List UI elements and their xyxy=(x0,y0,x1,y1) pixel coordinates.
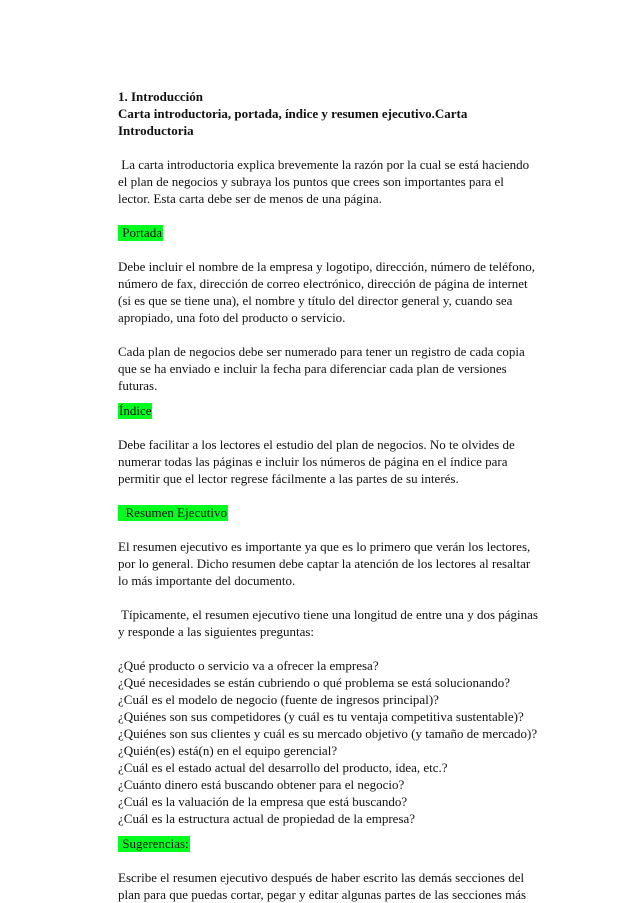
list-item: ¿Cuál es el estado actual del desarrollo del producto, idea, etc.? xyxy=(118,760,448,775)
title-line: 1. Introducción xyxy=(118,89,203,104)
text-line: La carta introductoria explica brevemente la razón por la cual se está haciendo xyxy=(118,157,530,172)
section-heading-indice xyxy=(118,402,558,419)
spacer xyxy=(118,326,558,343)
text-line: por lo general. Dicho resumen debe captar la atención de los lectores al resaltar xyxy=(118,556,531,571)
text-line: futuras. xyxy=(118,378,158,393)
text-line: Escribe el resumen ejecutivo después de haber escrito las demás secciones del xyxy=(118,870,525,885)
text-line: Debe facilitar a los lectores el estudio del plan de negocios. No te olvides de xyxy=(118,437,515,452)
list-item: ¿Cuánto dinero está buscando obtener para el negocio? xyxy=(118,777,405,792)
sugerencias-paragraph xyxy=(118,869,558,903)
text-line: permitir que el lector regrese fácilmente a las partes de su interés. xyxy=(118,471,459,486)
text-line: apropiado, una foto del producto o servicio. xyxy=(118,310,346,325)
spacer xyxy=(118,241,558,258)
text-line: y responde a las siguientes preguntas: xyxy=(118,624,315,639)
list-item: ¿Cuál es la estructura actual de propiedad de la empresa? xyxy=(118,811,416,826)
resumen-paragraph-1 xyxy=(118,538,558,589)
highlighted-heading: Sugerencias: xyxy=(119,836,189,851)
spacer xyxy=(118,487,558,504)
spacer xyxy=(118,521,558,538)
text-line: plan para que puedas cortar, pegar y editar algunas partes de las secciones más xyxy=(118,887,527,902)
indice-paragraph xyxy=(118,436,558,487)
page-title xyxy=(118,88,558,139)
spacer xyxy=(118,207,558,224)
spacer xyxy=(118,589,558,606)
section-heading-resumen xyxy=(118,504,558,521)
spacer xyxy=(118,827,558,835)
portada-paragraph-1 xyxy=(118,258,558,326)
spacer xyxy=(118,852,558,869)
text-line: número de fax, dirección de correo electrónico, dirección de página de internet xyxy=(118,276,528,291)
spacer xyxy=(118,419,558,436)
portada-paragraph-2 xyxy=(118,343,558,394)
title-line: Introductoria xyxy=(118,123,194,138)
intro-paragraph xyxy=(118,156,558,207)
text-line: el plan de negocios y subraya los puntos que crees son importantes para el xyxy=(118,174,504,189)
list-item: ¿Quién(es) está(n) en el equipo gerencial? xyxy=(118,743,338,758)
list-item: ¿Qué necesidades se están cubriendo o qué problema se está solucionando? xyxy=(118,675,511,690)
resumen-paragraph-2 xyxy=(118,606,558,640)
highlighted-heading: Resumen Ejecutivo xyxy=(119,505,227,520)
text-line: El resumen ejecutivo es importante ya que es lo primero que verán los lectores, xyxy=(118,539,531,554)
list-item: ¿Cuál es la valuación de la empresa que está buscando? xyxy=(118,794,408,809)
list-item: ¿Qué producto o servicio va a ofrecer la empresa? xyxy=(118,658,379,673)
text-line: Debe incluir el nombre de la empresa y logotipo, dirección, número de teléfono, xyxy=(118,259,535,274)
text-line: Típicamente, el resumen ejecutivo tiene una longitud de entre una y dos páginas xyxy=(118,607,538,622)
title-line: Carta introductoria, portada, índice y resumen ejecutivo.Carta xyxy=(118,106,468,121)
text-line: (si es que se tiene una), el nombre y título del director general y, cuando sea xyxy=(118,293,513,308)
spacer xyxy=(118,640,558,657)
text-line: lector. Esta carta debe ser de menos de una página. xyxy=(118,191,382,206)
highlighted-heading: Índice xyxy=(119,403,152,418)
text-line: lo más importante del documento. xyxy=(118,573,296,588)
list-item: ¿Quiénes son sus competidores (y cuál es tu ventaja competitiva sustentable)? xyxy=(118,709,524,724)
list-item: ¿Quiénes son sus clientes y cuál es su mercado objetivo (y tamaño de mercado)? xyxy=(118,726,538,741)
spacer xyxy=(118,394,558,402)
section-heading-portada xyxy=(118,224,558,241)
highlighted-heading: Portada xyxy=(119,225,162,240)
text-line: Cada plan de negocios debe ser numerado para tener un registro de cada copia xyxy=(118,344,525,359)
questions-list xyxy=(118,657,558,827)
text-line: que se ha enviado e incluir la fecha para diferenciar cada plan de versiones xyxy=(118,361,507,376)
spacer xyxy=(118,139,558,156)
section-heading-sugerencias xyxy=(118,835,558,852)
text-line: numerar todas las páginas e incluir los números de página en el índice para xyxy=(118,454,508,469)
list-item: ¿Cuál es el modelo de negocio (fuente de ingresos principal)? xyxy=(118,692,439,707)
